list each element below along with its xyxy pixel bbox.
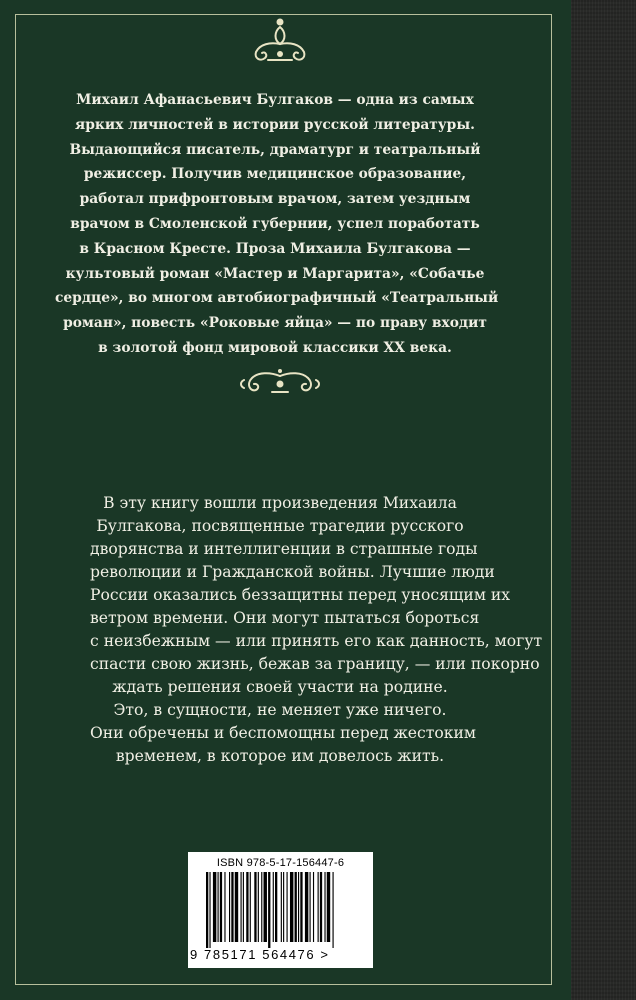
- book-spine: [571, 0, 636, 1000]
- desc-line: России оказались беззащитны перед уносящим их: [90, 586, 511, 604]
- bio-line: в золотой фонд мировой классики XX века.: [98, 339, 452, 356]
- barcode-bar: [298, 872, 299, 942]
- barcode-bar: [218, 872, 219, 942]
- barcode-bar: [220, 872, 222, 942]
- bio-line: Михаил Афанасьевич Булгаков — одна из самых: [76, 92, 474, 108]
- barcode-bar: [300, 872, 302, 942]
- author-biography: [55, 88, 499, 361]
- barcode-bar: [261, 872, 262, 942]
- desc-line: революции и Гражданской войны. Лучшие люди: [90, 563, 495, 581]
- barcode-bar: [320, 872, 322, 942]
- barcode-bar: [268, 872, 270, 948]
- barcode-bar: [275, 872, 277, 942]
- barcode-bar: [327, 872, 330, 942]
- barcode-bar: [235, 872, 238, 942]
- barcode-bar: [254, 872, 256, 942]
- barcode-bar: [290, 872, 293, 942]
- desc-line: Булгакова, посвященные трагедии русского: [96, 517, 464, 535]
- flourish-middle-icon: [236, 366, 324, 402]
- barcode-bar: [231, 872, 233, 942]
- flourish-top-icon: [244, 14, 316, 66]
- barcode-bar: [241, 872, 242, 942]
- barcode-bar: [224, 872, 225, 942]
- barcode-bar: [283, 872, 284, 942]
- barcode-bar: [295, 872, 297, 942]
- bio-line: работал прифронтовым врачом, затем уездным: [79, 191, 471, 208]
- barcode-bar: [273, 872, 274, 942]
- barcode-bar: [213, 872, 216, 942]
- barcode-bar: [287, 872, 288, 942]
- barcode-bar: [209, 872, 210, 948]
- desc-line: спасти свою жизнь, бежав за границу, — или покорно: [90, 655, 540, 673]
- bio-line: Выдающийся писатель, драматург и театральный: [69, 141, 481, 158]
- desc-line: Они обречены и беспомощны перед жестоким: [90, 724, 477, 742]
- barcode-bar: [333, 872, 334, 948]
- barcode-bar: [313, 872, 314, 942]
- barcode-bar: [310, 872, 311, 942]
- desc-line: временем, в которое им довелось жить.: [115, 747, 445, 765]
- barcode-bar: [246, 872, 248, 942]
- barcode-icon: [196, 872, 366, 948]
- bio-line: ярких личностей в истории русской литературы.: [75, 116, 475, 133]
- bio-line: режиссер. Получив медицинское образование,: [83, 166, 467, 183]
- desc-line: В эту книгу вошли произведения Михаила: [103, 494, 457, 512]
- isbn-number: ISBN 978-5-17-156447-6: [216, 857, 345, 869]
- barcode-bar: [229, 872, 230, 942]
- barcode-label: [188, 852, 373, 968]
- desc-line: Это, в сущности, не меняет уже ничего.: [113, 701, 447, 719]
- desc-line: дворянства и интеллигенции в страшные годы: [90, 540, 478, 558]
- barcode-bar: [318, 872, 319, 942]
- barcode-bar: [250, 872, 251, 942]
- barcode-bar: [206, 872, 208, 948]
- ean-digits: 9 785171 564476 >: [190, 947, 330, 962]
- desc-line: ждать решения своей участи на родине.: [112, 678, 448, 696]
- bio-line: врачом в Смоленской губернии, успел поработать: [70, 215, 480, 232]
- barcode-bar: [324, 872, 325, 942]
- barcode-bar: [305, 872, 308, 942]
- bio-line: культовый роман «Мастер и Маргарита», «Собачье: [65, 265, 485, 282]
- barcode-bar: [264, 872, 267, 942]
- barcode-bar: [243, 872, 244, 942]
- barcode-bar: [258, 872, 259, 942]
- bio-line: роман», повесть «Роковые яйца» — по праву входит: [63, 315, 487, 332]
- desc-line: ветром времени. Они могут пытаться бороться: [90, 609, 480, 627]
- barcode-bar: [281, 872, 282, 942]
- book-description: [90, 492, 543, 768]
- bio-line: в Красном Кресте. Проза Михаила Булгакова —: [79, 240, 471, 257]
- bio-line: сердце», во многом автобиографичный «Театральный: [55, 290, 499, 307]
- desc-line: с неизбежным — или принять его как данность, могут: [90, 632, 543, 650]
